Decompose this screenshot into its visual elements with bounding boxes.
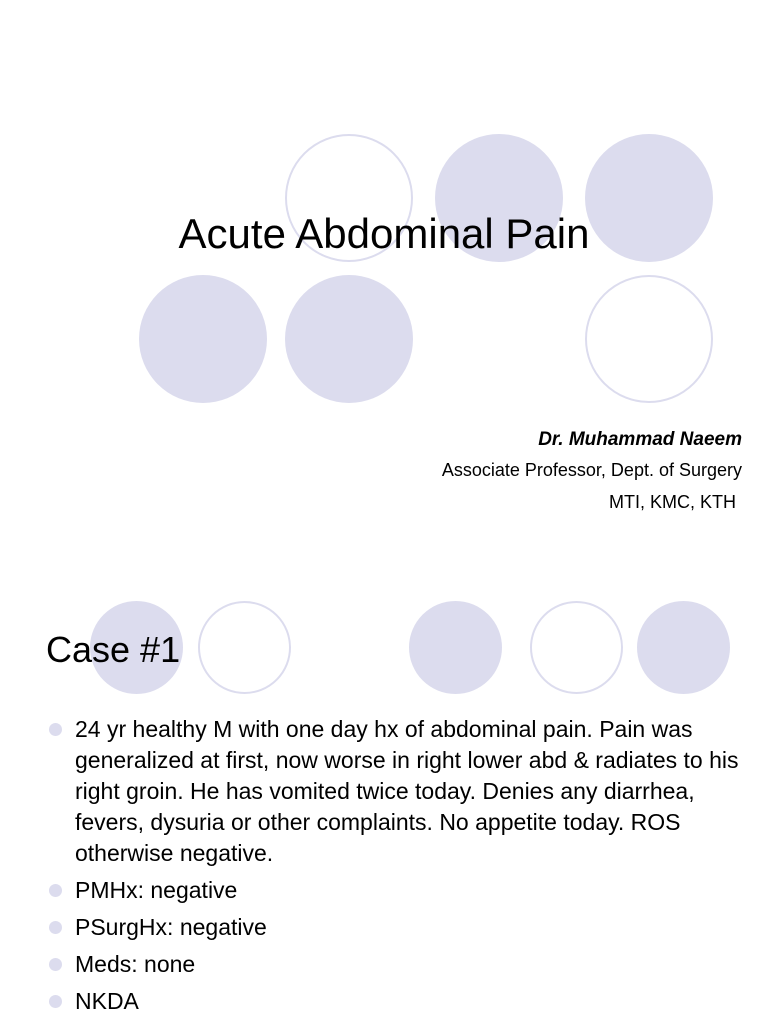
bullet-text: PMHx: negative <box>75 877 238 903</box>
case-bullet-list <box>46 714 746 1023</box>
author-name: Dr. Muhammad Naeem <box>538 429 742 450</box>
author-block <box>442 426 742 518</box>
decorative-circle-outline <box>198 601 291 694</box>
bullet-dot-icon <box>49 921 62 934</box>
case-slide <box>0 576 768 1024</box>
bullet-item <box>46 875 746 906</box>
decorative-circle-outline <box>585 275 713 403</box>
decorative-circle-filled <box>139 275 267 403</box>
bullet-text: NKDA <box>75 988 139 1014</box>
author-role: Associate Professor, Dept. of Surgery <box>441 460 742 480</box>
bullet-item <box>46 714 746 869</box>
bullet-item <box>46 949 746 980</box>
decorative-circle-filled <box>285 275 413 403</box>
bullet-text: 24 yr healthy M with one day hx of abdominal pain. Pain was generalized at first, now worse in right lower abd & radiates to his right groin. He has vomited twice today. Denies any diarrhea, fevers, dysuria or other complaints. No appetite today. ROS otherwise negative. <box>75 716 739 866</box>
decorative-circle-outline <box>530 601 623 694</box>
slide-title: Acute Abdominal Pain <box>178 210 590 257</box>
bullet-dot-icon <box>49 884 62 897</box>
case-title: Case #1 <box>46 629 181 670</box>
decorative-circle-filled <box>409 601 502 694</box>
bullet-text: PSurgHx: negative <box>75 914 267 940</box>
bullet-dot-icon <box>49 958 62 971</box>
author-affiliation: MTI, KMC, KTH <box>609 492 736 512</box>
bullet-dot-icon <box>49 995 62 1008</box>
bullet-text: Meds: none <box>75 951 196 977</box>
bullet-dot-icon <box>49 723 62 736</box>
bullet-item <box>46 912 746 943</box>
bullet-item <box>46 986 746 1017</box>
decorative-circle-filled <box>637 601 730 694</box>
